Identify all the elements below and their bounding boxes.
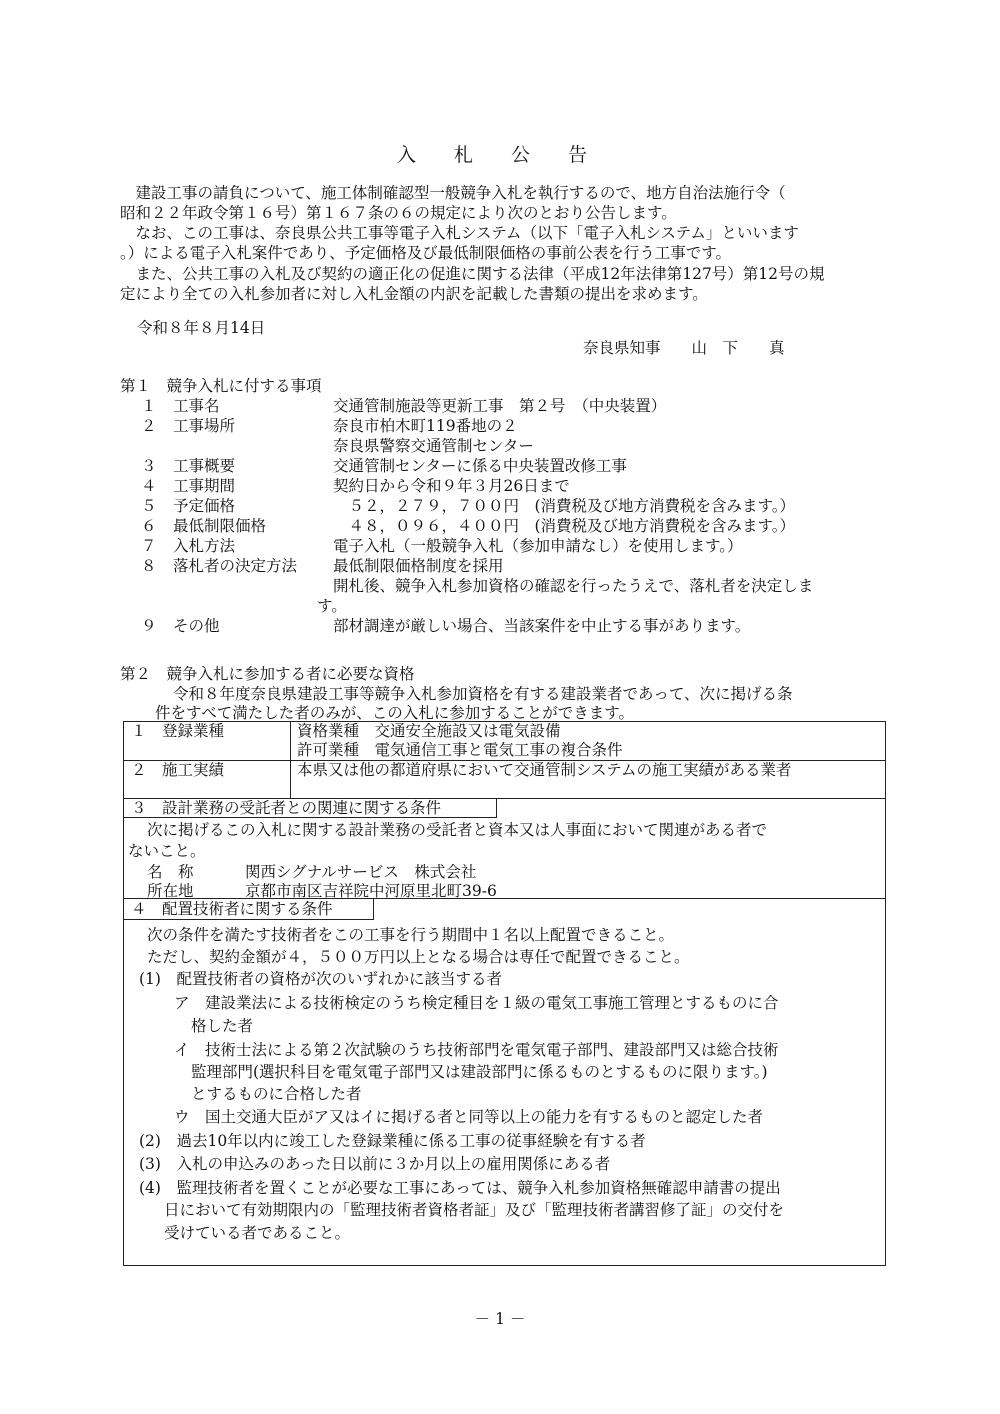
consultant-address-label: 所在地 <box>147 882 194 900</box>
row4-line: イ 技術士法による第２次試験のうち技術部門を電気電子部門、建設部門又は総合技術 <box>174 1041 779 1059</box>
item-value: 奈良市柏木町119番地の２ <box>333 417 518 435</box>
item-value: 交通管制センターに係る中央装置改修工事 <box>333 457 627 475</box>
row4-line: 受けている者であること。 <box>164 1224 351 1242</box>
item-number: ５ <box>141 497 157 515</box>
item-number: ９ <box>141 617 157 635</box>
row4-line: 格した者 <box>191 1017 254 1035</box>
section2-intro-line: 件をすべて満たした者のみが、この入札に参加することができます。 <box>155 704 634 722</box>
row2-label: ２ 施工実績 <box>131 761 225 779</box>
item-number: ４ <box>141 477 157 495</box>
item-number: ７ <box>141 537 157 555</box>
intro-line: 建設工事の請負について、施工体制確認型一般競争入札を執行するので、地方自治法施行令（ <box>120 184 786 202</box>
item-label: 入札方法 <box>173 537 236 555</box>
issuer-name: 奈良県知事 山 下 真 <box>583 339 785 357</box>
item-label: 工事名 <box>173 397 220 415</box>
section2-heading: 第２ 競争入札に参加する者に必要な資格 <box>120 665 415 683</box>
item-label: 工事場所 <box>173 417 236 435</box>
item-value: 交通管制施設等更新工事 第２号 （中央装置） <box>333 397 667 415</box>
item-value: ４８，０９６，４００円 (消費税及び地方消費税を含みます。） <box>333 517 796 535</box>
item-value: 最低制限価格制度を採用 <box>333 557 504 575</box>
item-value: 契約日から令和９年３月26日まで <box>333 477 570 495</box>
item-value: 部材調達が厳しい場合、当該案件を中止する事があります。 <box>333 617 751 635</box>
row4-line: 次の条件を満たす技術者をこの工事を行う期間中１名以上配置できること。 <box>147 926 675 944</box>
notice-date: 令和８年８月14日 <box>137 319 266 337</box>
row4-line: (1) 配置技術者の資格が次のいずれかに該当する者 <box>139 970 502 988</box>
section1-heading: 第１ 競争入札に付する事項 <box>120 377 322 395</box>
item-value: 電子入札（一般競争入札（参加申請なし）を使用します。） <box>333 537 743 555</box>
item-label: 落札者の決定方法 <box>173 557 298 575</box>
row4-line: ア 建設業法による技術検定のうち検定種目を１級の電気工事施工管理とするものに合 <box>174 994 779 1012</box>
item-number: ６ <box>141 517 157 535</box>
row4-line: (4) 監理技術者を置くことが必要な工事にあっては、競争入札参加資格無確認申請書の提出 <box>139 1179 781 1197</box>
row3-label: ３ 設計業務の受託者との関連に関する条件 <box>131 799 442 817</box>
document-title: 入 札 公 告 <box>396 144 604 166</box>
consultant-name-label: 名 称 <box>147 863 194 881</box>
item-label: 予定価格 <box>173 497 236 515</box>
item-label: その他 <box>173 617 220 635</box>
row4-line: 日において有効期限内の「監理技術者資格者証」及び「監理技術者講習修了証」の交付を <box>164 1201 785 1219</box>
intro-line: 。）による電子入札案件であり、予定価格及び最低制限価格の事前公表を行う工事です。 <box>120 244 732 262</box>
item-value: 奈良県警察交通管制センター <box>333 437 534 455</box>
row4-label: ４ 配置技術者に関する条件 <box>131 900 333 918</box>
item-value: ５２，２７９，７００円 (消費税及び地方消費税を含みます。） <box>333 497 796 515</box>
item-number: ３ <box>141 457 157 475</box>
row3-line: ないこと。 <box>128 842 206 860</box>
intro-line: また、公共工事の入札及び契約の適正化の促進に関する法律（平成12年法律第127号）第12号の規 <box>120 265 825 283</box>
item-value: す。 <box>317 597 347 615</box>
item-value: 開札後、競争入札参加資格の確認を行ったうえで、落札者を決定しま <box>333 577 814 595</box>
row3-line: 次に掲げるこの入札に関する設計業務の受託者と資本又は人事面において関連がある者で <box>147 821 768 839</box>
row1-line: 資格業種 交通安全施設又は電気設備 <box>297 722 561 740</box>
intro-line: 定により全ての入札参加者に対し入札金額の内訳を記載した書類の提出を求めます。 <box>120 285 708 303</box>
section2-intro-line: 令和８年度奈良県建設工事等競争入札参加資格を有する建設業者であって、次に掲げる条 <box>173 685 793 703</box>
row4-line: ウ 国土交通大臣がア又はイに掲げる者と同等以上の能力を有するものと認定した者 <box>174 1108 764 1126</box>
item-label: 最低制限価格 <box>173 517 267 535</box>
row1-line: 許可業種 電気通信工事と電気工事の複合条件 <box>297 741 623 759</box>
intro-line: なお、この工事は、奈良県公共工事等電子入札システム（以下「電子入札システム」といいます <box>120 224 799 242</box>
row2-line: 本県又は他の都道府県において交通管制システムの施工実績がある業者 <box>297 761 792 779</box>
row4-line: 監理部門(選択科目を電気電子部門又は建設部門に係るものとするものに限ります。) <box>191 1063 768 1081</box>
row4-line: (2) 過去10年以内に竣工した登録業種に係る工事の従事経験を有する者 <box>139 1132 646 1150</box>
intro-line: 昭和２２年政令第１６号）第１６７条の６の規定により次のとおり公告します。 <box>120 204 677 222</box>
item-number: １ <box>141 397 157 415</box>
consultant-name: 関西シグナルサービス 株式会社 <box>245 863 477 881</box>
item-label: 工事概要 <box>173 457 236 475</box>
consultant-address: 京都市南区吉祥院中河原里北町39-6 <box>245 882 497 900</box>
row4-line: とするものに合格した者 <box>191 1085 362 1103</box>
item-number: ２ <box>141 417 157 435</box>
row4-line: (3) 入札の申込みのあった日以前に３か月以上の雇用関係にある者 <box>139 1155 611 1173</box>
row4-line: ただし、契約金額が４，５００万円以上となる場合は専任で配置できること。 <box>147 948 690 966</box>
page-number: － 1 － <box>474 1310 526 1328</box>
item-number: ８ <box>141 557 157 575</box>
row1-label: １ 登録業種 <box>131 722 225 740</box>
item-label: 工事期間 <box>173 477 236 495</box>
